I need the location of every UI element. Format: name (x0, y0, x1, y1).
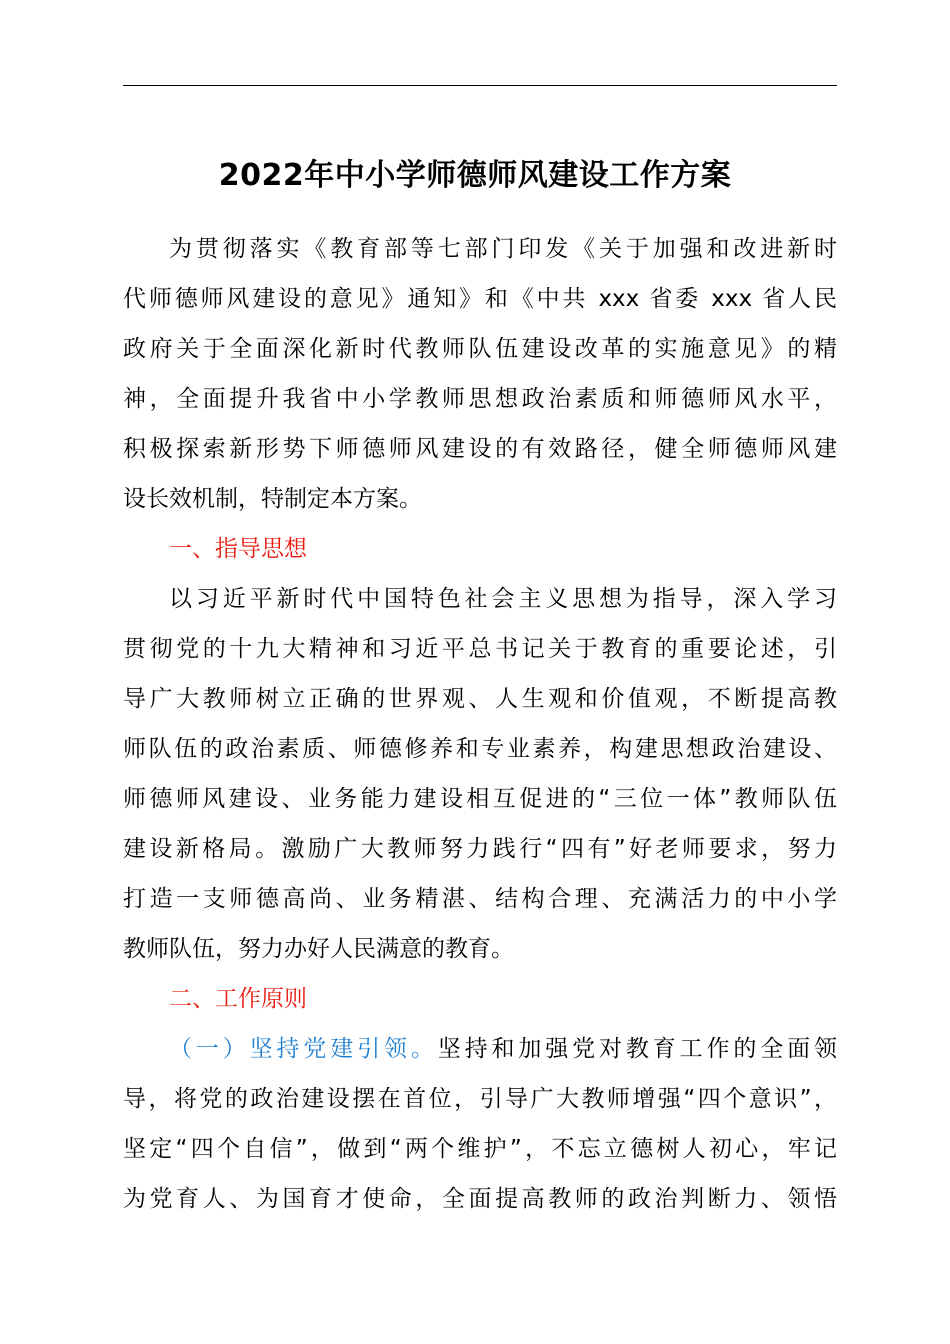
section1-line: 师队伍的政治素质、师德修养和专业素养，构建思想政治建设、 (123, 736, 837, 762)
sub1-first-line-text: 坚持和加强党对教育工作的全面领 (437, 1036, 837, 1062)
section2-line: 为党育人、为国育才使命，全面提高教师的政治判断力、领悟 (123, 1186, 837, 1212)
intro-line: 积极探索新形势下师德师风建设的有效路径，健全师德师风建 (123, 436, 837, 462)
document-body (123, 224, 837, 1224)
section2-sub1-first-line (123, 1024, 837, 1074)
page-title: 2022年中小学师德师风建设工作方案 (218, 158, 732, 193)
intro-line: 代师德师风建设的意见》通知》和《中共 xxx 省委 xxx 省人民 (123, 286, 837, 312)
section1-line: 贯彻党的十九大精神和习近平总书记关于教育的重要论述，引 (123, 636, 837, 662)
sub-heading-party-leadership: （一）坚持党建引领。 (169, 1036, 438, 1062)
section1-line: 以习近平新时代中国特色社会主义思想为指导，深入学习 (169, 586, 837, 612)
section-heading-guiding-ideology: 一、指导思想 (169, 536, 307, 562)
section1-line: 教师队伍，努力办好人民满意的教育。 (123, 936, 514, 962)
header-rule (123, 85, 837, 86)
section1-line: 建设新格局。激励广大教师努力践行“四有”好老师要求，努力 (123, 836, 837, 862)
intro-line: 为贯彻落实《教育部等七部门印发《关于加强和改进新时 (169, 236, 837, 262)
intro-line: 神，全面提升我省中小学教师思想政治素质和师德师风水平， (123, 386, 837, 412)
section-heading-work-principles: 二、工作原则 (169, 986, 307, 1012)
section2-line: 导，将党的政治建设摆在首位，引导广大教师增强“四个意识”， (123, 1086, 837, 1112)
section1-line: 师德师风建设、业务能力建设相互促进的“三位一体”教师队伍 (123, 786, 837, 812)
intro-line: 政府关于全面深化新时代教师队伍建设改革的实施意见》的精 (123, 336, 837, 362)
section1-line: 打造一支师德高尚、业务精湛、结构合理、充满活力的中小学 (123, 886, 837, 912)
intro-line: 设长效机制，特制定本方案。 (123, 486, 422, 512)
section1-line: 导广大教师树立正确的世界观、人生观和价值观，不断提高教 (123, 686, 837, 712)
section2-line: 坚定“四个自信”，做到“两个维护”，不忘立德树人初心，牢记 (123, 1136, 837, 1162)
